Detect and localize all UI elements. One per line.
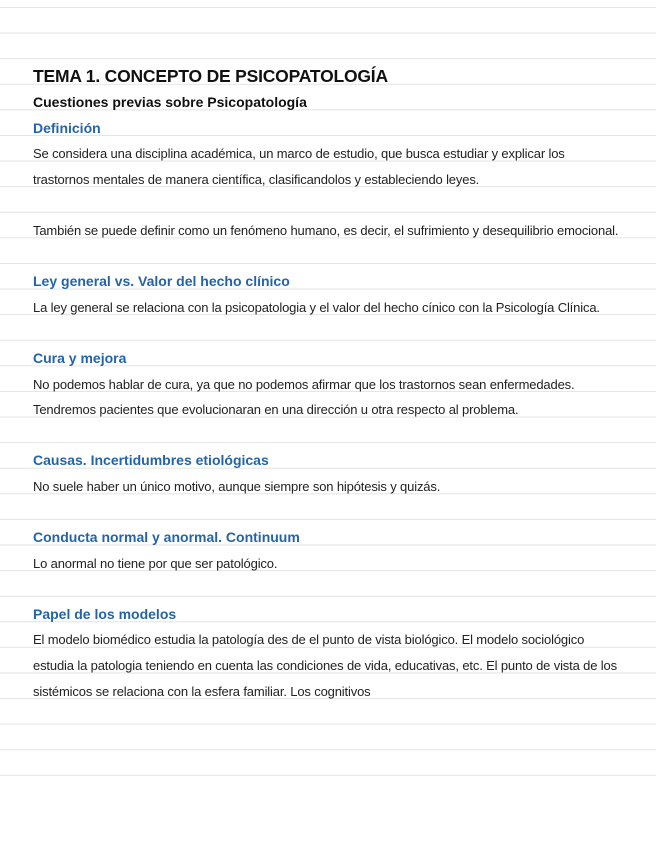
section-causas [33,448,623,499]
section-paragraph: Se considera una disciplina académica, un marco de estudio, que busca estudiar y explicar los trastornos mentales de manera científica, clasificandolos y estableciendo leyes. [33,146,565,187]
section-heading: Conducta normal y anormal. Continuum [33,529,300,546]
section-paragraph: No podemos hablar de cura, ya que no podemos afirmar que los trastornos sean enfermedades. Tendremos pacientes que evolucionaran en una dirección u otra respecto al problema. [33,376,575,418]
section-paragraph: También se puede definir como un fenómeno humano, es decir, el sufrimiento y desequilibrio emocional. [33,222,619,238]
section-heading: Causas. Incertidumbres etiológicas [33,452,269,469]
section-heading: Cura y mejora [33,349,127,366]
section-paragraph: Lo anormal no tiene por que ser patológico. [33,555,278,571]
section-paragraph: La ley general se relaciona con la psicopatologia y el valor del hecho cínico con la Psicología Clínica. [33,299,600,315]
section-papel-modelos [33,602,623,704]
section-ley-general [33,269,623,320]
section-paragraph: No suele haber un único motivo, aunque siempre son hipótesis y quizás. [33,478,441,494]
section-cura-y-mejora [33,346,623,423]
document-title: TEMA 1. CONCEPTO DE PSICOPATOLOGÍA [33,66,388,86]
document-content [33,62,623,704]
section-heading: Papel de los modelos [33,605,177,622]
section-heading: Ley general vs. Valor del hecho clínico [33,273,290,290]
section-paragraph: El modelo biomédico estudia la patología des de el punto de vista biológico. El modelo sociológico estudia la patologia teniendo en cuenta las condiciones de vida, educativas, etc. El punto de vista de los sistémicos se relaciona con la esfera familiar. Los cognitivos [33,632,617,699]
document-subtitle: Cuestiones previas sobre Psicopatología [33,94,307,110]
section-heading: Definición [33,119,101,136]
section-definicion [33,116,623,244]
section-conducta-normal [33,525,623,576]
